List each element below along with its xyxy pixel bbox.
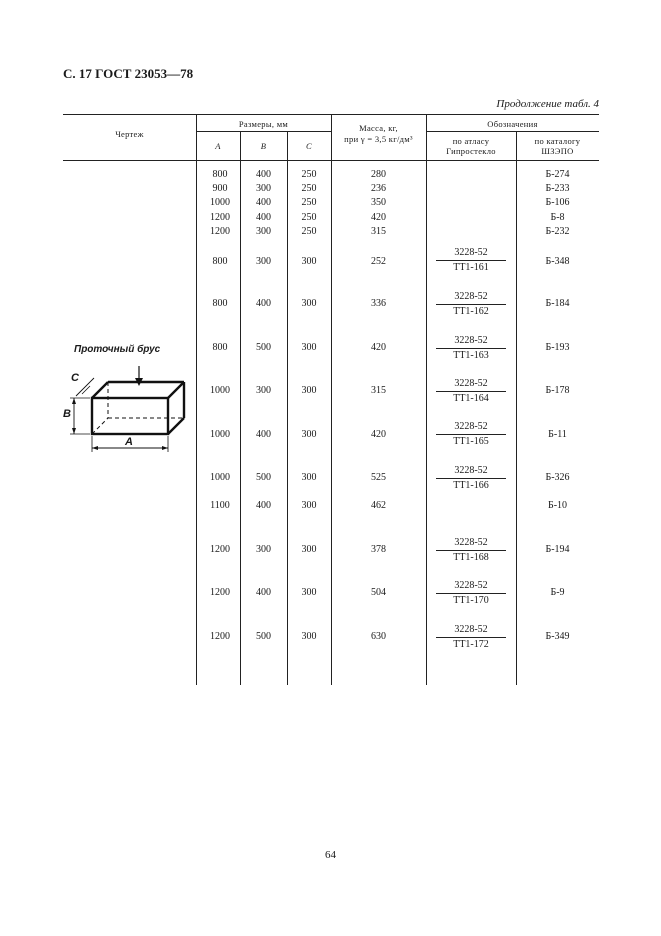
cell-catalog: Б-11 — [548, 429, 567, 440]
cell-c: 250 — [301, 212, 317, 223]
cell-c: 300 — [301, 587, 317, 598]
cell-c: 300 — [301, 500, 317, 511]
header-designations: Обозначения — [487, 119, 538, 129]
cell-catalog: Б-326 — [545, 472, 570, 483]
cell-b: 300 — [256, 544, 271, 555]
cell-catalog: Б-178 — [545, 385, 570, 396]
cell-b: 500 — [256, 631, 271, 642]
cell-mass: 420 — [371, 342, 386, 353]
cell-b: 300 — [256, 256, 271, 267]
header-mass-2: при γ = 3,5 кг/дм³ — [344, 134, 413, 144]
cell-mass: 462 — [371, 500, 386, 511]
cell-b: 400 — [256, 429, 271, 440]
cell-mass: 280 — [371, 169, 386, 180]
cell-c: 300 — [301, 256, 317, 267]
cell-a: 800 — [212, 342, 228, 353]
cell-atlas: 3228-52 ТТ1-165 — [436, 421, 506, 448]
header-drawing: Чертеж — [115, 129, 144, 139]
cell-b: 400 — [256, 587, 271, 598]
dim-a-label: A — [125, 436, 133, 448]
cell-c: 250 — [301, 169, 317, 180]
cell-catalog: Б-9 — [550, 587, 565, 598]
cell-mass: 315 — [371, 226, 386, 237]
cell-mass: 420 — [371, 429, 386, 440]
cell-a: 1100 — [210, 500, 230, 511]
cell-mass: 350 — [371, 197, 386, 208]
cell-c: 250 — [301, 226, 317, 237]
header-a: A — [215, 141, 221, 151]
cell-a: 1000 — [210, 197, 230, 208]
cell-b: 300 — [256, 183, 271, 194]
cell-c: 300 — [301, 472, 317, 483]
cell-c: 250 — [301, 197, 317, 208]
cell-c: 300 — [301, 342, 317, 353]
cell-catalog: Б-8 — [550, 212, 565, 223]
header-atlas-2: Гипростекло — [446, 146, 496, 156]
cell-a: 1200 — [210, 212, 230, 223]
header-c: C — [306, 141, 312, 151]
cell-a: 800 — [212, 256, 228, 267]
cell-mass: 420 — [371, 212, 386, 223]
cell-atlas: 3228-52 ТТ1-161 — [436, 247, 506, 274]
cell-catalog: Б-348 — [545, 256, 570, 267]
cell-b: 400 — [256, 212, 271, 223]
col-divider-mass — [426, 114, 427, 685]
header-atlas-1: по атласу — [452, 136, 490, 146]
cell-atlas: 3228-52 ТТ1-164 — [436, 378, 506, 405]
dim-b-label: B — [63, 408, 71, 420]
cell-catalog: Б-232 — [545, 226, 570, 237]
cell-mass: 252 — [371, 256, 386, 267]
cell-b: 400 — [256, 169, 271, 180]
header-sizes: Размеры, мм — [238, 119, 289, 129]
table-continuation-note: Продолжение табл. 4 — [496, 98, 599, 110]
cell-b: 500 — [256, 472, 271, 483]
cell-b: 300 — [256, 385, 271, 396]
header-catalog-2: ШЗЭПО — [541, 146, 574, 156]
cell-b: 400 — [256, 197, 271, 208]
header-mass-1: Масса, кг, — [359, 123, 398, 133]
cell-a: 1200 — [210, 544, 230, 555]
cell-a: 1200 — [210, 226, 230, 237]
cell-a: 800 — [212, 169, 228, 180]
cell-a: 1000 — [210, 429, 230, 440]
cell-catalog: Б-184 — [545, 298, 570, 309]
cell-catalog: Б-194 — [545, 544, 570, 555]
cell-a: 1200 — [210, 631, 230, 642]
cell-b: 400 — [256, 298, 271, 309]
cell-catalog: Б-349 — [545, 631, 570, 642]
cell-atlas: 3228-52 ТТ1-170 — [436, 580, 506, 607]
cell-atlas: 3228-52 ТТ1-168 — [436, 537, 506, 564]
cell-a: 800 — [212, 298, 228, 309]
drawing-label: Проточный брус — [74, 344, 161, 355]
cell-mass: 315 — [371, 385, 386, 396]
dim-c-label: C — [71, 372, 79, 384]
cell-atlas: 3228-52 ТТ1-166 — [436, 465, 506, 492]
cell-mass: 525 — [371, 472, 386, 483]
header-catalog-1: по каталогу — [534, 136, 581, 146]
cell-c: 300 — [301, 429, 317, 440]
cell-mass: 336 — [371, 298, 386, 309]
cell-b: 300 — [256, 226, 271, 237]
cell-c: 300 — [301, 544, 317, 555]
cell-c: 300 — [301, 298, 317, 309]
cell-c: 300 — [301, 385, 317, 396]
cell-mass: 630 — [371, 631, 386, 642]
cell-a: 1200 — [210, 587, 230, 598]
sizes-subheader-line — [196, 131, 331, 132]
cell-catalog: Б-274 — [545, 169, 570, 180]
cell-b: 400 — [256, 500, 271, 511]
cell-atlas: 3228-52 ТТ1-163 — [436, 335, 506, 362]
cell-mass: 504 — [371, 587, 386, 598]
cell-a: 1000 — [210, 385, 230, 396]
cell-atlas: 3228-52 ТТ1-172 — [436, 624, 506, 651]
page-header: С. 17 ГОСТ 23053—78 — [63, 66, 194, 81]
cell-catalog: Б-193 — [545, 342, 570, 353]
page-number: 64 — [325, 849, 336, 861]
cell-atlas: 3228-52 ТТ1-162 — [436, 291, 506, 318]
cell-a: 900 — [212, 183, 228, 194]
designations-subheader-line — [426, 131, 599, 132]
cell-catalog: Б-10 — [547, 500, 568, 511]
cell-mass: 236 — [371, 183, 386, 194]
cell-b: 500 — [256, 342, 271, 353]
cell-catalog: Б-106 — [545, 197, 570, 208]
cell-catalog: Б-233 — [545, 183, 570, 194]
cell-mass: 378 — [371, 544, 386, 555]
header-b: B — [260, 141, 267, 151]
cell-c: 300 — [301, 631, 317, 642]
cell-a: 1000 — [210, 472, 230, 483]
cell-c: 250 — [301, 183, 317, 194]
